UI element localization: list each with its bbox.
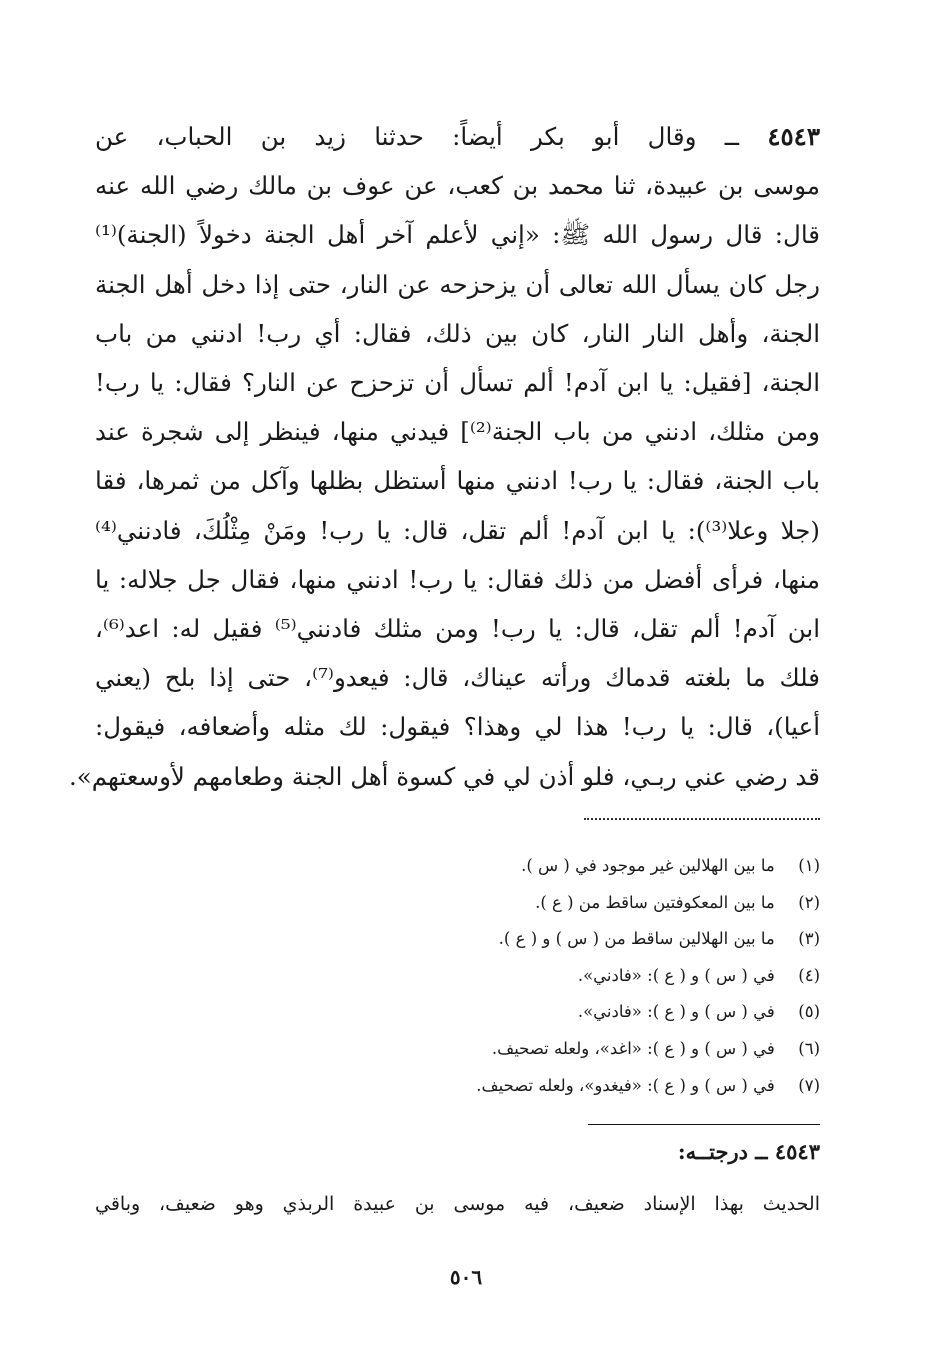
hadith-line: باب الجنة، فقال: يا رب! ادنني منها أستظل بظلها وآكل من ثمرها، فقا [95,466,820,496]
hadith-line: موسى بن عبيدة، ثنا محمد بن كعب، عن عوف بن مالك رضي الله عنه [95,171,820,201]
footnote-7 [300,1068,820,1105]
footnote-text: ما بين المعكوفتين ساقط من ( ع ). [535,892,775,912]
footnote-6 [300,1031,820,1068]
footnote-text: ما بين الهلالين غير موجود في ( س ). [521,856,775,875]
footnote-text: في ( س ) و ( ع ): «فادني». [577,965,775,985]
hadith-line: (جلا وعلا⁽³⁾): يا ابن آدم! ألم تقل، قال: يا رب! ومَنْ مِثْلُكَ، فادنني⁽⁴⁾ [95,515,820,545]
footnote-2 [300,885,820,922]
footnote-3 [300,921,820,958]
hadith-number: ٤٥٤٣ [767,122,820,151]
hadith-line: قد رضي عني ربـي، فلو أذن لي في كسوة أهل الجنة وطعامهم لأوسعتهم». [68,761,820,791]
hadith-line: ومن مثلك، ادنني من باب الجنة⁽²⁾] فيدني منها، فينظر إلى شجرة عند [95,417,820,447]
footnote-text: ما بين الهلالين ساقط من ( س ) و ( ع ). [498,929,775,949]
footnotes [300,848,820,1104]
footnote-5 [300,994,820,1031]
footnote-number: (٢) [798,892,820,912]
grade-text: الحديث بهذا الإسناد ضعيف، فيه موسى بن عبيدة الربذي وهو ضعيف، وباقي [95,1193,820,1215]
hadith-line: فلك ما بلغته قدماك ورأته عيناك، قال: فيعدو⁽⁷⁾، حتى إذا بلح (يعني [95,663,820,693]
hadith-line: الجنة، [فقيل: يا ابن آدم! ألم تسأل أن تزحزح عن النار؟ فقال: يا رب! [95,368,820,398]
footnote-number: (٧) [798,1075,820,1095]
hadith-line-1: ٤٥٤٣ ــ وقال أبو بكر أيضاً: حدثنا زيد بن الحباب، عن [95,122,820,151]
hadith-line: أعيا)، قال: يا رب! هذا لي وهذا؟ فيقول: لك مثله وأضعافه، فيقول: [95,712,820,742]
hadith-line: رجل كان يسأل الله تعالى أن يزحزحه عن النار، حتى إذا دخل أهل الجنة [95,269,820,299]
grade-heading: ٤٥٤٣ ــ درجتــه: [677,1139,820,1164]
section-rule [588,1124,820,1125]
footnote-number: (٣) [798,929,820,949]
page-number: ٥٠٦ [449,1265,483,1289]
hadith-line: منها، فرأى أفضل من ذلك فقال: يا رب! ادنني منها، فقال جل جلاله: يا [95,564,820,594]
footnote-4 [300,958,820,995]
footnote-number: (٥) [798,1002,820,1022]
hadith-line: ابن آدم! ألم تقل، قال: يا رب! ومن مثلك فادنني⁽⁵⁾ فقيل له: اعد⁽⁶⁾، [95,614,820,644]
hadith-line: قال: قال رسول الله ﷺ: «إني لأعلم آخر أهل الجنة دخولاً (الجنة)⁽¹⁾ [95,220,820,250]
footnote-number: (٦) [798,1038,820,1058]
hadith-text [68,112,820,801]
footnote-text: في ( س ) و ( ع ): «فيغدو»، ولعله تصحيف. [476,1075,775,1095]
footnote-number: (٤) [798,965,820,985]
footnote-number: (١) [798,856,820,875]
footnote-text: في ( س ) و ( ع ): «اغد»، ولعله تصحيف. [491,1038,775,1058]
hadith-line: الجنة، وأهل النار النار، كان بين ذلك، فقال: أي رب! ادنني من باب [95,318,820,348]
footnote-separator [584,818,820,820]
footnote-text: في ( س ) و ( ع ): «فادني». [577,1002,775,1022]
footnote-1 [300,848,820,885]
